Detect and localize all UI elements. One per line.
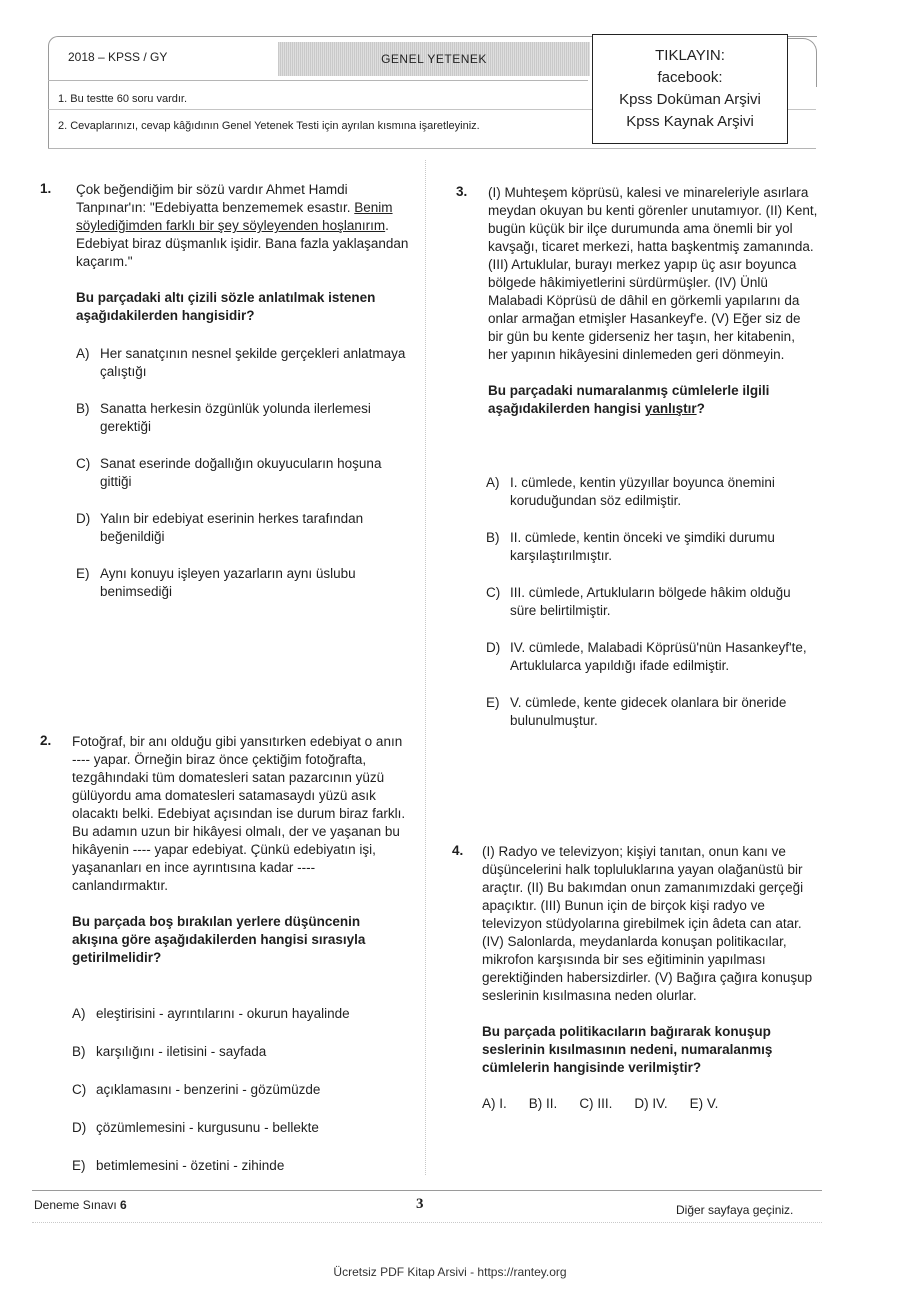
question-1 <box>76 181 410 325</box>
option-letter: D) <box>76 511 91 526</box>
column-divider <box>425 160 426 1175</box>
exam-name-text: Deneme Sınavı <box>34 1198 121 1212</box>
option-text: Sanatta herkesin özgünlük yolunda ilerlemesi gerektiği <box>100 401 371 434</box>
option-letter: B) <box>486 530 500 545</box>
option-letter: B) <box>76 401 90 416</box>
next-page-note: Diğer sayfaya geçiniz. <box>676 1203 794 1217</box>
option-text: IV. <box>652 1096 668 1111</box>
stem-text: Bu parçadaki numaralanmış cümlelerle ilgili aşağıdakilerden hangisi <box>488 383 770 416</box>
exam-name <box>34 1198 127 1212</box>
exam-number: 6 <box>120 1198 127 1212</box>
underlined-word: yanlıştır <box>644 401 697 416</box>
question-number: 2. <box>40 733 52 748</box>
passage-text: . Edebiyat biraz düşmanlık işidir. Bana fazla yaklaşandan kaçarım." <box>76 218 409 269</box>
question-passage <box>76 181 410 271</box>
option-e[interactable] <box>486 694 820 730</box>
promo-line: Kpss Doküman Arşivi <box>619 91 761 108</box>
option-c[interactable] <box>579 1095 612 1113</box>
option-a[interactable] <box>482 1095 507 1113</box>
option-letter: E) <box>486 695 500 710</box>
option-text: eleştirisini - ayrıntılarını - okurun hayalinde <box>96 1006 350 1021</box>
instruction-2: 2. Cevaplarınızı, cevap kâğıdının Genel Yetenek Testi için ayrılan kısmına işaretleyiniz. <box>58 120 480 132</box>
option-text: karşılığını - iletisini - sayfada <box>96 1044 267 1059</box>
option-row <box>482 1095 818 1113</box>
header-divider <box>48 80 588 81</box>
option-text: çözümlemesini - kurgusunu - bellekte <box>96 1120 319 1135</box>
header-divider <box>48 148 816 149</box>
option-b[interactable] <box>76 400 406 436</box>
promo-box[interactable] <box>592 34 788 144</box>
option-c[interactable] <box>72 1081 406 1099</box>
option-e[interactable] <box>72 1157 406 1175</box>
instruction-1: 1. Bu testte 60 soru vardır. <box>58 93 188 105</box>
option-letter: D) <box>72 1120 87 1135</box>
footer-divider <box>32 1190 822 1191</box>
option-text: II. <box>546 1096 558 1111</box>
option-text: V. cümlede, kente gidecek olanlara bir öneride bulunulmuştur. <box>510 695 787 728</box>
option-d[interactable] <box>76 510 406 546</box>
footer-dotted-line <box>32 1222 822 1223</box>
option-e[interactable] <box>76 565 406 601</box>
option-text: III. cümlede, Artukluların bölgede hâkim olduğu süre belirtilmiştir. <box>510 585 791 618</box>
page-number: 3 <box>416 1196 424 1212</box>
question-stem: Bu parçada boş bırakılan yerlere düşüncenin akışına göre aşağıdakilerden hangisi sırasıyla getirilmelidir? <box>72 914 366 965</box>
option-letter: E) <box>76 566 90 581</box>
passage-text: Çok beğendiğim bir sözü vardır Ahmet Hamdi Tanpınar'ın: "Edebiyatta benzememek esastır. <box>76 182 355 215</box>
option-text: III. <box>597 1096 613 1111</box>
question-4 <box>482 843 818 1113</box>
option-text: IV. cümlede, Malabadi Köprüsü'nün Hasankeyf'te, Artuklularca yapıldığı ifade edilmiştir. <box>510 640 807 673</box>
option-letter: D) <box>486 640 501 655</box>
question-passage: (I) Muhteşem köprüsü, kalesi ve minareleriyle asırlara meydan okuyan bu kenti görenler unutamıyor. (II) Kent, bugün küçük bir ilçe durumunda ama önemli bir yol kavşağı, ticaret merkezi, hatta başkentmiş zamanında. (III) Artuklular, burayı merkez yapıp üç asır boyunca bölgede hâkimiyetlerini sürdürmüşler. (IV) Ünlü Malabadi Köprüsü de dâhil en görkemli yapılarını da onlar armağan etmişler Hasankeyf'e. (V) Eğer siz de bir gün bu kente giderseniz her taşın, her kitabenin, her yapının hikâyesini dinlemeden geri dönmeyin. <box>488 185 818 362</box>
option-text: Yalın bir edebiyat eserinin herkes tarafından beğenildiği <box>100 511 364 544</box>
underlined-phrase: Benim söylediğimden farklı bir şey söyleyenden hoşlanırım <box>76 200 393 233</box>
option-letter: E) <box>72 1158 86 1173</box>
question-number: 1. <box>40 181 52 196</box>
option-e[interactable] <box>690 1095 719 1113</box>
option-text: I. <box>499 1096 507 1111</box>
option-letter: A) <box>482 1096 496 1111</box>
options-2 <box>72 1005 406 1175</box>
section-band <box>278 42 590 76</box>
stem-text: ? <box>696 401 705 416</box>
option-letter: B) <box>72 1044 86 1059</box>
option-c[interactable] <box>76 455 406 491</box>
option-d[interactable] <box>634 1095 667 1113</box>
option-a[interactable] <box>486 474 820 510</box>
promo-line: TIKLAYIN: <box>655 47 725 64</box>
question-stem: Bu parçada politikacıların bağırarak konuşup seslerinin kısılmasının nedeni, numaralanmış cümlelerin hangisinde verilmiştir? <box>482 1024 773 1075</box>
options-3 <box>486 474 820 730</box>
section-title: GENEL YETENEK <box>381 52 487 66</box>
option-text: betimlemesini - özetini - zihinde <box>96 1158 285 1173</box>
option-letter: A) <box>76 346 90 361</box>
exam-label: 2018 – KPSS / GY <box>68 50 168 64</box>
options-1 <box>76 345 406 601</box>
question-stem: Bu parçadaki altı çizili sözle anlatılmak istenen aşağıdakilerden hangisidir? <box>76 290 376 323</box>
option-text: II. cümlede, kentin önceki ve şimdiki durumu karşılaştırılmıştır. <box>510 530 775 563</box>
header-corner <box>788 38 817 87</box>
source-credit[interactable]: Ücretsiz PDF Kitap Arsivi - https://rantey.org <box>333 1265 567 1279</box>
option-b[interactable] <box>486 529 820 565</box>
option-text: Aynı konuyu işleyen yazarların aynı üslubu benimsediği <box>100 566 356 599</box>
option-b[interactable] <box>529 1095 558 1113</box>
option-a[interactable] <box>72 1005 406 1023</box>
option-letter: E) <box>689 1096 704 1111</box>
option-text: Her sanatçının nesnel şekilde gerçekleri anlatmaya çalıştığı <box>100 346 406 379</box>
option-text: Sanat eserinde doğallığın okuyucuların hoşuna gittiği <box>100 456 382 489</box>
option-text: I. cümlede, kentin yüzyıllar boyunca önemini koruduğundan söz edilmiştir. <box>510 475 775 508</box>
option-letter: A) <box>72 1006 86 1021</box>
option-letter: D) <box>634 1096 649 1111</box>
promo-line: Kpss Kaynak Arşivi <box>626 113 754 130</box>
option-letter: C) <box>486 585 501 600</box>
question-number: 3. <box>456 184 468 199</box>
question-number: 4. <box>452 843 464 858</box>
option-a[interactable] <box>76 345 406 381</box>
promo-line: facebook: <box>657 69 723 86</box>
option-text: açıklamasını - benzerini - gözümüzde <box>96 1082 321 1097</box>
question-3 <box>488 184 818 418</box>
option-letter: C) <box>76 456 91 471</box>
option-letter: B) <box>528 1096 543 1111</box>
option-b[interactable] <box>72 1043 406 1061</box>
option-d[interactable] <box>486 639 820 675</box>
option-letter: C) <box>72 1082 87 1097</box>
option-letter: A) <box>486 475 500 490</box>
option-text: V. <box>706 1096 719 1111</box>
question-stem <box>488 382 818 418</box>
option-c[interactable] <box>486 584 820 620</box>
option-d[interactable] <box>72 1119 406 1137</box>
question-passage: Fotoğraf, bir anı olduğu gibi yansıtırken edebiyat o anın ---- yapar. Örneğin biraz önce çektiğim fotoğrafta, tezgâhındaki tüm domatesleri satan pazarcının yüzü gülüyordu ama domatesleri satamasaydı yüzü asık olacaktı belki. Edebiyat açısından ise durum biraz farklı. Bu adamın uzun bir hikâyesi olmalı, der ve yaşanan bu hikâyenin ---- yapar edebiyat. Çünkü edebiyatın işi, yaşananları en ince ayrıntısına kadar ---- canlandırmaktır. <box>72 734 406 893</box>
option-letter: C) <box>579 1096 594 1111</box>
question-passage: (I) Radyo ve televizyon; kişiyi tanıtan, onun kanı ve düşüncelerini halk topluluklarına yayan olağanüstü bir araçtır. (II) Bu bakımdan onun zamanımızdaki gerçeği apaçıktır. (III) Bunun için de birçok kişi radyo ve televizyon stüdyolarına girebilmek için âdeta can atar. (IV) Salonlarda, meydanlarda konuşan politikacılar, mikrofon karşısında bir ses eğitiminin yapılması gerektiğinden habersizdirler. (V) Bağıra çağıra konuşup seslerinin kısılmasına neden olurlar. <box>482 844 813 1003</box>
question-2 <box>72 733 406 967</box>
